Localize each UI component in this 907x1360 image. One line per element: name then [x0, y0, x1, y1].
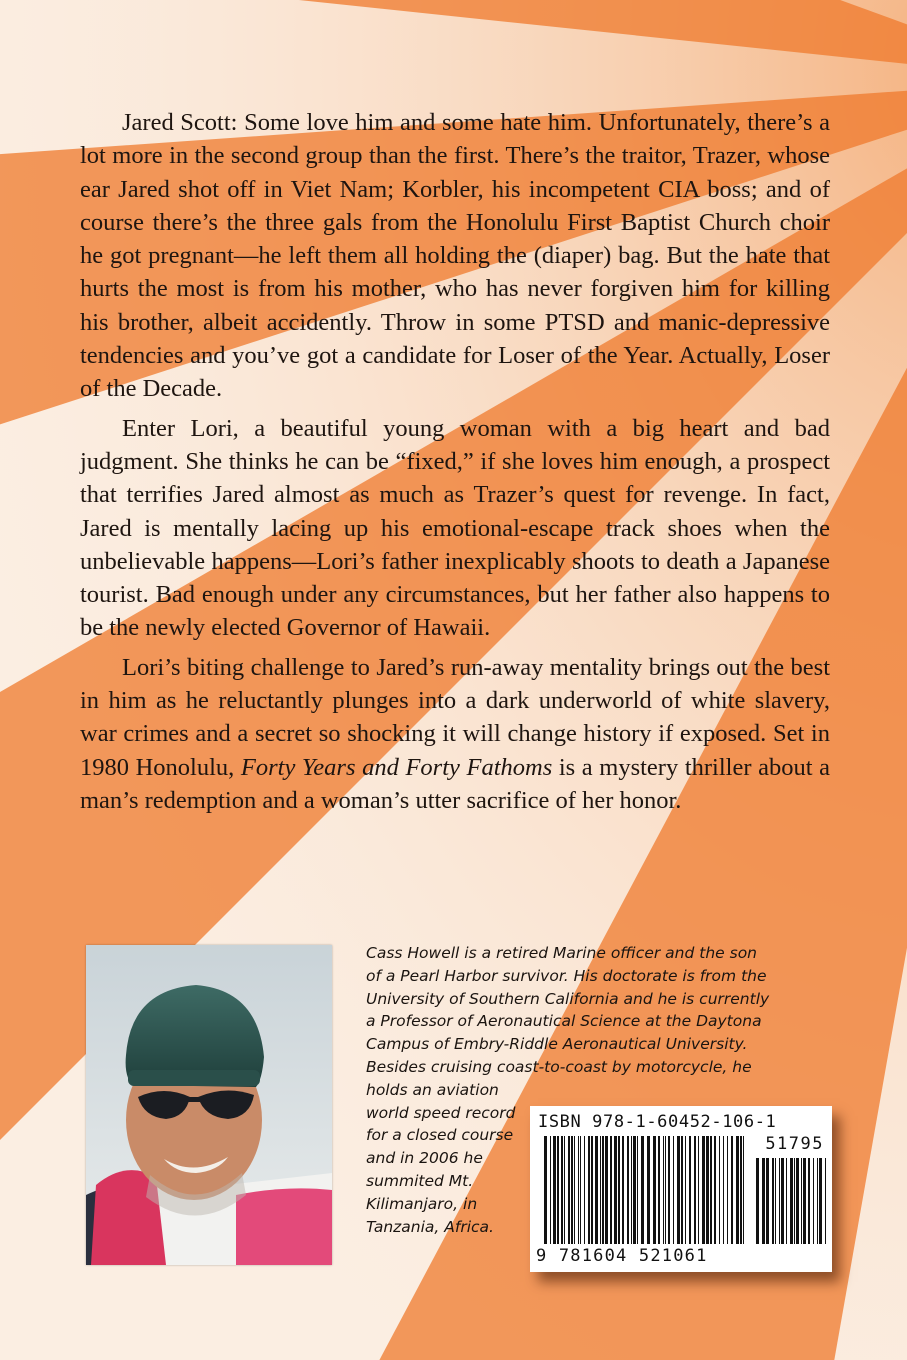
barcode-bar	[743, 1136, 744, 1244]
barcode-bar	[740, 1136, 742, 1244]
barcode-bar	[779, 1158, 780, 1244]
barcode-bar	[677, 1136, 680, 1244]
bio-line: Campus of Embry-Riddle Aeronautical University.	[366, 1035, 748, 1054]
barcode-bar	[723, 1136, 724, 1244]
barcode-bar	[564, 1136, 565, 1244]
barcode-bar	[641, 1136, 644, 1244]
ean-digits: 9 781604 521061	[536, 1246, 708, 1266]
blurb-paragraph-3	[80, 651, 830, 817]
barcode-bar	[756, 1158, 759, 1244]
barcode-bar	[714, 1136, 716, 1244]
barcode-bar	[550, 1136, 551, 1244]
bio-line: holds an aviation	[366, 1080, 499, 1099]
barcode-bar	[762, 1158, 765, 1244]
isbn-label: ISBN 978-1-60452-106-1	[538, 1112, 777, 1132]
barcode-bar	[801, 1158, 802, 1244]
barcode-bar	[544, 1136, 547, 1244]
barcode-bar	[665, 1136, 666, 1244]
barcode-bar	[631, 1136, 632, 1244]
barcode-bar	[595, 1136, 598, 1244]
barcode-bar	[685, 1136, 686, 1244]
barcode-bar	[790, 1158, 793, 1244]
bio-line: world speed record	[366, 1103, 516, 1122]
barcode-bar	[813, 1158, 814, 1244]
bio-line: Besides cruising coast-to-coast by motorcycle, he	[366, 1057, 752, 1076]
barcode-bar	[610, 1136, 612, 1244]
barcode-bar	[557, 1136, 559, 1244]
barcode-bar	[796, 1158, 799, 1244]
barcode-bar	[663, 1136, 664, 1244]
bio-line: for a closed course	[366, 1126, 514, 1145]
barcode-bar	[808, 1158, 810, 1244]
barcode-bar	[819, 1158, 822, 1244]
book-title: Forty Years and Forty Fathoms	[240, 753, 553, 781]
barcode-bar	[694, 1136, 696, 1244]
barcode-bar	[766, 1158, 769, 1244]
barcode-bar	[689, 1136, 691, 1244]
bio-line: summited Mt.	[366, 1171, 474, 1190]
barcode-bar	[681, 1136, 683, 1244]
barcode-bar	[736, 1136, 739, 1244]
barcode-bar	[602, 1136, 604, 1244]
barcode-bar	[618, 1136, 620, 1244]
bio-line: Cass Howell is a retired Marine officer and the son	[366, 944, 757, 962]
addon-bars	[756, 1158, 826, 1248]
barcode-bar	[637, 1136, 638, 1244]
barcode-bar	[561, 1136, 563, 1244]
blurb-paragraph-2: Enter Lori, a beautiful young woman with a big heart and bad judgment. She thinks he can be “fixed,” if she loves him enough, a prospect that terrifies Jared almost as much as Trazer’s quest for revenge. In fact, Jared is mentally lacing up his emotional-escape track shoes when the unbelievable happens—Lori’s father inexplicably shoots to death a Japanese tourist. Bad enough under any circumstances, but her father also happens to be the newly elected Governor of Hawaii.	[80, 414, 830, 642]
barcode-bar	[627, 1136, 629, 1244]
blurb-paragraph-3-start: Lori’s biting challenge to Jared’s run-away mentality brings out the best in him as he reluctantly plunges into a dark underworld of white slavery, war crimes and a secret so shocking it will change history if exposed. Set in 1980 Honolulu,	[80, 653, 830, 781]
barcode-bar	[605, 1136, 608, 1244]
barcode-bar	[727, 1136, 728, 1244]
bio-line: Tanzania, Africa.	[366, 1217, 494, 1236]
barcode-bar	[584, 1136, 585, 1244]
barcode-bar	[600, 1136, 601, 1244]
ean-bars	[544, 1136, 744, 1248]
barcode-bar	[781, 1158, 784, 1244]
isbn-barcode	[530, 1106, 832, 1272]
barcode-bar	[571, 1136, 573, 1244]
back-cover-blurb	[80, 106, 830, 823]
barcode-bar	[817, 1158, 818, 1244]
barcode-bar	[574, 1136, 575, 1244]
bio-line: University of Southern California and he is currently	[366, 989, 770, 1008]
barcode-bar	[658, 1136, 660, 1244]
barcode-bar	[553, 1136, 556, 1244]
barcode-bar	[578, 1136, 579, 1244]
barcode-bar	[588, 1136, 590, 1244]
blurb-paragraph-3-end: is a mystery thriller about a man’s redemption and a woman’s utter sacrifice of her honor.	[80, 753, 830, 814]
barcode-bar	[794, 1158, 795, 1244]
blurb-paragraph-1: Jared Scott: Some love him and some hate him. Unfortunately, there’s a lot more in the second group than the first. There’s the traitor, Trazer, whose ear Jared shot off in Viet Nam; Korbler, his incompetent CIA boss; and of course there’s the three gals from the Honolulu First Baptist Church choir he got pregnant—he left them all holding the (diaper) bag. But the hate that hurts the most is from his mother, who has never forgiven him for killing his brother, albeit accidently. Throw in some PTSD and manic-depressive tendencies and you’ve got a candidate for Loser of the Year. Actually, Loser of the Decade.	[80, 109, 830, 403]
bio-line: a Professor of Aeronautical Science at the Daytona	[366, 1012, 762, 1031]
barcode-bar	[698, 1136, 699, 1244]
barcode-bar	[719, 1136, 720, 1244]
barcode-bar	[825, 1158, 826, 1244]
barcode-bar	[622, 1136, 624, 1244]
price-code: 51795	[765, 1134, 824, 1154]
barcode-bar	[653, 1136, 656, 1244]
bio-line: of a Pearl Harbor survivor. His doctorate is from the	[366, 966, 767, 985]
barcode-bar	[647, 1136, 650, 1244]
barcode-bar	[614, 1136, 617, 1244]
barcode-bar	[591, 1136, 593, 1244]
barcode-bar	[775, 1158, 776, 1244]
bio-line: Kilimanjaro, in	[366, 1194, 478, 1213]
barcode-bar	[568, 1136, 570, 1244]
barcode-bar	[702, 1136, 705, 1244]
barcode-bar	[803, 1158, 806, 1244]
barcode-bar	[786, 1158, 787, 1244]
barcode-bar	[706, 1136, 709, 1244]
barcode-bar	[710, 1136, 712, 1244]
author-photo	[86, 945, 332, 1265]
barcode-bar	[772, 1158, 774, 1244]
bio-line: and in 2006 he	[366, 1149, 483, 1168]
barcode-bar	[580, 1136, 581, 1244]
barcode-bar	[673, 1136, 674, 1244]
barcode-bar	[668, 1136, 670, 1244]
barcode-bar	[731, 1136, 733, 1244]
barcode-bar	[633, 1136, 636, 1244]
